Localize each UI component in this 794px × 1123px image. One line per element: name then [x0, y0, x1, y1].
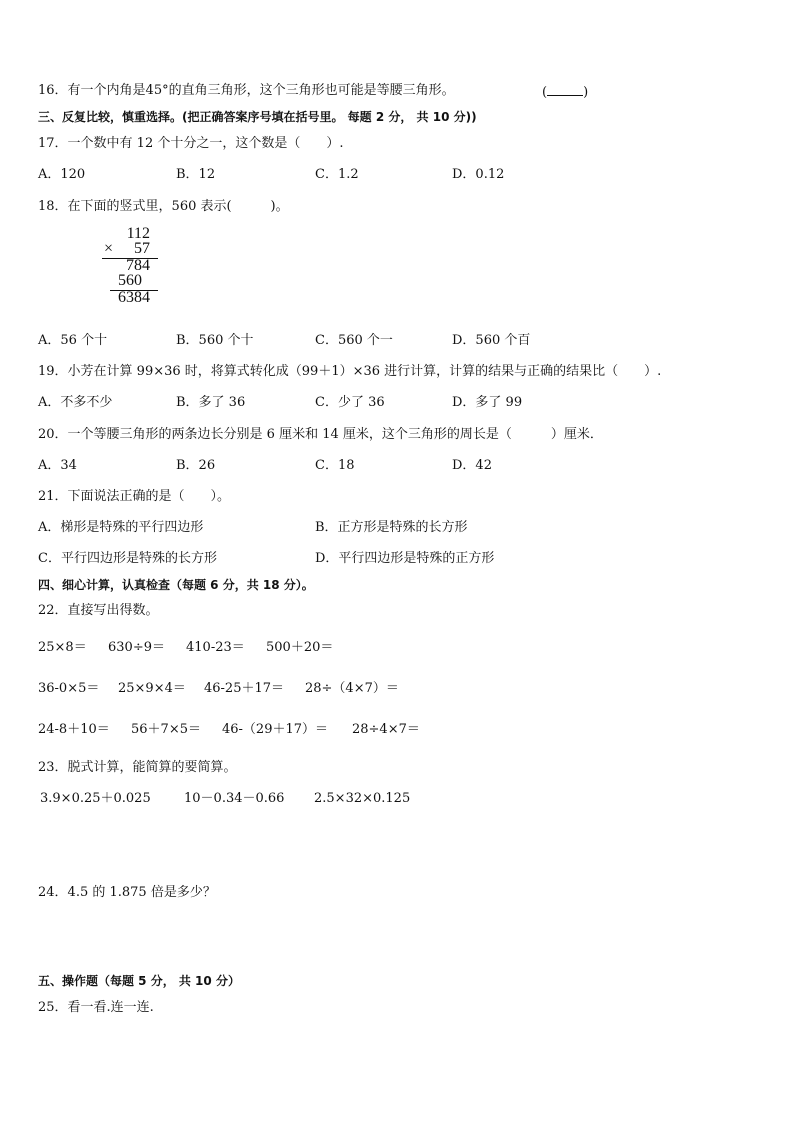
option-18-c[interactable]: C．560 个一: [315, 333, 393, 348]
option-19-b[interactable]: B．多了 36: [176, 395, 246, 410]
expr-23-2: 10－0.34－0.66: [184, 791, 285, 806]
calc-22-r3-4: 28÷4×7＝: [352, 722, 420, 737]
calc-22-r2-3: 46-25＋17＝: [204, 681, 285, 696]
option-19-c[interactable]: C．少了 36: [315, 395, 385, 410]
option-18-d[interactable]: D．560 个百: [452, 333, 531, 348]
option-19-a[interactable]: A．不多不少: [38, 395, 113, 410]
answer-blank[interactable]: [547, 83, 583, 96]
option-21-b[interactable]: B．正方形是特殊的长方形: [315, 520, 468, 535]
expr-23-1: 3.9×0.25＋0.025: [40, 791, 151, 806]
answer-bracket-16[interactable]: [542, 83, 588, 101]
bracket-close: ): [583, 85, 589, 100]
calc-22-r2-2: 25×9×4＝: [118, 681, 186, 696]
option-17-b[interactable]: B．12: [176, 167, 216, 182]
calc-22-r3-3: 46-（29＋17）＝: [222, 722, 329, 737]
option-20-b[interactable]: B．26: [176, 458, 216, 473]
vm-multiplier: 57: [134, 240, 150, 257]
question-20-text: 20．一个等腰三角形的两条边长分别是 6 厘米和 14 厘米，这个三角形的周长是（ ）厘米．: [38, 427, 603, 442]
calc-22-r1-4: 500＋20＝: [266, 640, 334, 655]
calc-22-r2-1: 36-0×5＝: [38, 681, 100, 696]
option-21-a[interactable]: A．梯形是特殊的平行四边形: [38, 520, 204, 535]
option-19-d[interactable]: D．多了 99: [452, 395, 523, 410]
question-18-text: 18．在下面的竖式里，560 表示( )。: [38, 199, 289, 214]
option-18-b[interactable]: B．560 个十: [176, 333, 254, 348]
section-5-title: 五、操作题（每题 5 分， 共 10 分）: [38, 974, 240, 988]
option-17-d[interactable]: D．0.12: [452, 167, 505, 182]
question-24-text: 24．4.5 的 1.875 倍是多少？: [38, 885, 216, 900]
question-19-text: 19．小芳在计算 99×36 时，将算式转化成（99＋1）×36 进行计算，计算的结果与正确的结果比（ ）.: [38, 364, 662, 379]
question-21-text: 21．下面说法正确的是（ ）。: [38, 489, 231, 504]
question-22-text: 22．直接写出得数。: [38, 603, 159, 618]
question-16: [38, 83, 455, 99]
option-20-c[interactable]: C．18: [315, 458, 355, 473]
option-18-a[interactable]: A．56 个十: [38, 333, 108, 348]
bracket-open: (: [542, 85, 548, 100]
calc-22-r3-2: 56＋7×5＝: [131, 722, 201, 737]
vm-partial-2: 560: [118, 272, 142, 289]
vm-partial-1: 784: [126, 257, 150, 274]
vm-top: 112: [126, 225, 150, 242]
section-3-title: 三、反复比较，慎重选择。(把正确答案序号填在括号里。 每题 2 分， 共 10 分)): [38, 110, 477, 124]
section-4-title: 四、细心计算，认真检查（每题 6 分，共 18 分）。: [38, 578, 314, 592]
calc-22-r3-1: 24-8＋10＝: [38, 722, 110, 737]
option-20-d[interactable]: D．42: [452, 458, 492, 473]
option-21-d[interactable]: D．平行四边形是特殊的正方形: [315, 551, 495, 566]
option-17-a[interactable]: A．120: [38, 167, 86, 182]
calc-22-r1-2: 630÷9＝: [108, 640, 165, 655]
vm-result: 6384: [118, 289, 150, 306]
question-25-text: 25．看一看.连一连.: [38, 1000, 154, 1015]
question-16-text: 16．有一个内角是45°的直角三角形，这个三角形也可能是等腰三角形。: [38, 83, 455, 98]
calc-22-r1-1: 25×8＝: [38, 640, 87, 655]
option-21-c[interactable]: C．平行四边形是特殊的长方形: [38, 551, 217, 566]
question-23-text: 23．脱式计算，能简算的要简算。: [38, 760, 237, 775]
option-20-a[interactable]: A．34: [38, 458, 77, 473]
calc-22-r2-4: 28÷（4×7）＝: [305, 681, 399, 696]
question-17-text: 17．一个数中有 12 个十分之一，这个数是（ ）.: [38, 136, 344, 151]
calc-22-r1-3: 410-23＝: [186, 640, 245, 655]
vm-operator: ×: [104, 240, 114, 257]
expr-23-3: 2.5×32×0.125: [314, 791, 411, 806]
option-17-c[interactable]: C．1.2: [315, 167, 359, 182]
